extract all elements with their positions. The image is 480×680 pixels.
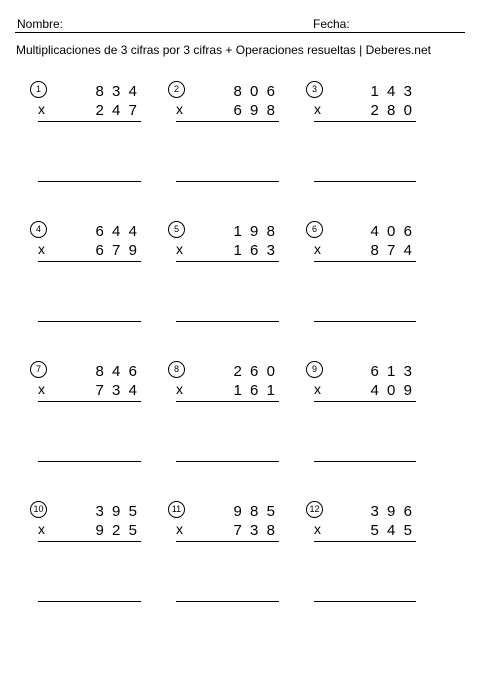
multiplicand: 644 [95, 223, 146, 240]
multiplier: 409 [370, 382, 421, 399]
multiplicand: 198 [233, 223, 284, 240]
multiplier: 280 [370, 102, 421, 119]
multiplication-problem [306, 81, 421, 201]
answer-line[interactable] [176, 601, 279, 602]
multiplier: 163 [233, 242, 284, 259]
times-sign: x [176, 241, 183, 257]
multiplier: 874 [370, 242, 421, 259]
multiplicand: 985 [233, 503, 284, 520]
operation-rule [38, 121, 141, 122]
name-label: Nombre: [17, 17, 64, 31]
operation-rule [176, 541, 279, 542]
problem-number: 3 [306, 81, 323, 98]
times-sign: x [38, 241, 45, 257]
answer-line[interactable] [176, 461, 279, 462]
problem-number: 6 [306, 221, 323, 238]
problem-number: 5 [168, 221, 185, 238]
times-sign: x [176, 381, 183, 397]
multiplicand: 396 [370, 503, 421, 520]
multiplicand: 834 [95, 83, 146, 100]
problem-number: 7 [30, 361, 47, 378]
answer-line[interactable] [314, 321, 416, 322]
multiplier: 679 [95, 242, 146, 259]
operation-rule [38, 261, 141, 262]
times-sign: x [314, 381, 321, 397]
operation-rule [176, 121, 279, 122]
problem-number: 11 [168, 501, 185, 518]
times-sign: x [176, 521, 183, 537]
operation-rule [176, 401, 279, 402]
times-sign: x [314, 521, 321, 537]
operation-rule [314, 261, 416, 262]
problem-number: 12 [306, 501, 323, 518]
multiplication-problem [306, 501, 421, 621]
multiplier: 738 [233, 522, 284, 539]
answer-line[interactable] [176, 321, 279, 322]
operation-rule [38, 401, 141, 402]
problem-number: 8 [168, 361, 185, 378]
multiplicand: 846 [95, 363, 146, 380]
multiplicand: 806 [233, 83, 284, 100]
multiplier: 247 [95, 102, 146, 119]
times-sign: x [176, 101, 183, 117]
answer-line[interactable] [38, 321, 141, 322]
operation-rule [314, 401, 416, 402]
multiplication-problem [168, 361, 284, 481]
answer-line[interactable] [176, 181, 279, 182]
multiplicand: 260 [233, 363, 284, 380]
answer-line[interactable] [38, 461, 141, 462]
answer-line[interactable] [314, 601, 416, 602]
multiplier: 545 [370, 522, 421, 539]
times-sign: x [314, 241, 321, 257]
operation-rule [176, 261, 279, 262]
multiplier: 698 [233, 102, 284, 119]
multiplier: 734 [95, 382, 146, 399]
times-sign: x [38, 101, 45, 117]
problem-number: 4 [30, 221, 47, 238]
multiplicand: 406 [370, 223, 421, 240]
multiplicand: 395 [95, 503, 146, 520]
times-sign: x [38, 521, 45, 537]
answer-line[interactable] [314, 461, 416, 462]
multiplication-problem [30, 501, 146, 621]
multiplication-problem [306, 221, 421, 341]
multiplication-problem [168, 501, 284, 621]
answer-line[interactable] [314, 181, 416, 182]
problem-number: 1 [30, 81, 47, 98]
answer-line[interactable] [38, 181, 141, 182]
problem-number: 2 [168, 81, 185, 98]
times-sign: x [314, 101, 321, 117]
answer-line[interactable] [38, 601, 141, 602]
header-rule [15, 32, 465, 33]
multiplication-problem [30, 361, 146, 481]
operation-rule [314, 121, 416, 122]
worksheet-subtitle: Multiplicaciones de 3 cifras por 3 cifras + Operaciones resueltas | Deberes.net [16, 43, 431, 57]
problem-number: 10 [30, 501, 47, 518]
multiplication-problem [30, 81, 146, 201]
multiplication-problem [168, 221, 284, 341]
multiplicand: 613 [370, 363, 421, 380]
times-sign: x [38, 381, 45, 397]
multiplier: 925 [95, 522, 146, 539]
multiplication-problem [30, 221, 146, 341]
multiplier: 161 [233, 382, 284, 399]
multiplicand: 143 [370, 83, 421, 100]
operation-rule [38, 541, 141, 542]
operation-rule [314, 541, 416, 542]
problem-number: 9 [306, 361, 323, 378]
date-label: Fecha: [313, 17, 350, 31]
multiplication-problem [306, 361, 421, 481]
multiplication-problem [168, 81, 284, 201]
